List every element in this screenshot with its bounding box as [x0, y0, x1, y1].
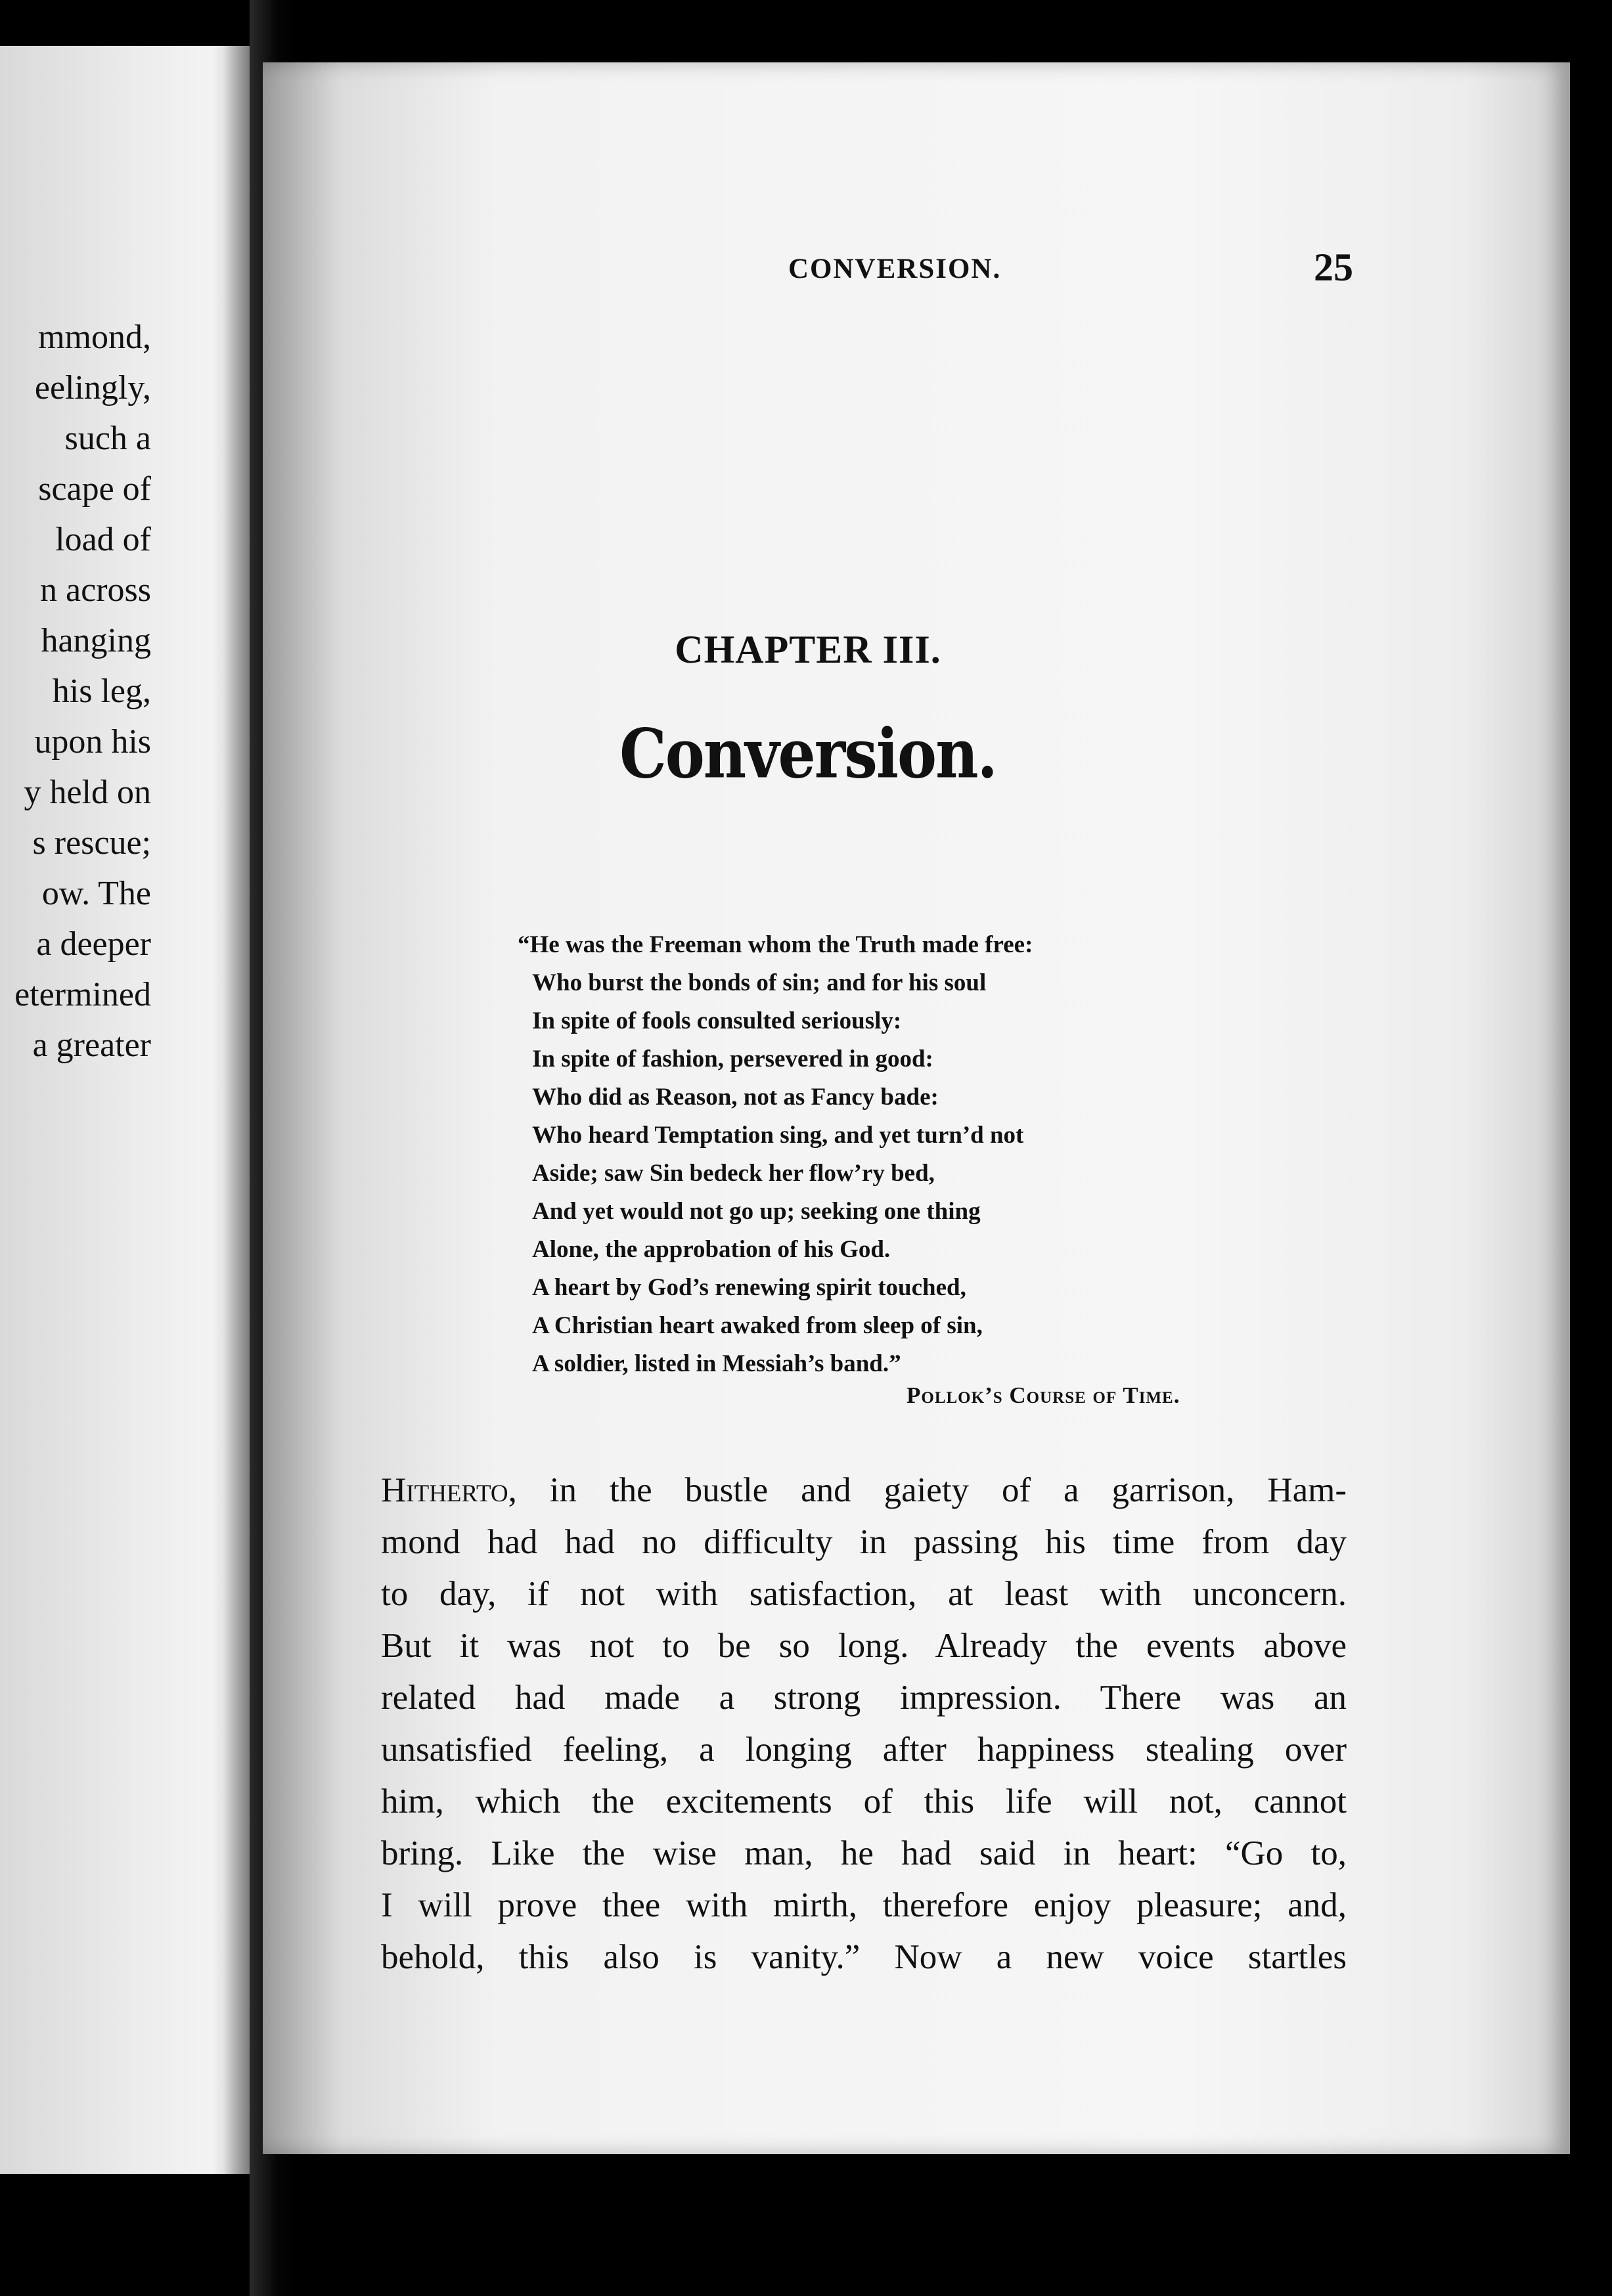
left-line: a greater	[32, 1027, 151, 1064]
left-line: upon his	[34, 723, 151, 761]
body-line: I will prove thee with mirth, therefore enjoy pleasure; and,	[381, 1886, 1347, 1924]
left-line: his leg,	[52, 673, 151, 710]
left-page-text	[0, 312, 151, 1071]
left-line: such a	[64, 420, 151, 457]
left-line: n across	[40, 571, 151, 609]
body-text	[381, 1465, 1347, 1983]
epigraph-line: Aside; saw Sin bedeck her flow’ry bed,	[532, 1160, 935, 1187]
body-line: him, which the excitements of this life will not, cannot	[381, 1782, 1347, 1821]
epigraph-line: “He was the Freeman whom the Truth made free:	[518, 931, 1033, 958]
left-line: scape of	[38, 470, 151, 508]
body-line: behold, this also is vanity.” Now a new voice startles	[381, 1938, 1347, 1976]
left-line: s rescue;	[32, 824, 151, 862]
scan-right-edge	[1570, 0, 1612, 2296]
chapter-number: CHAPTER III.	[675, 628, 941, 671]
left-line: ow. The	[41, 875, 151, 912]
epigraph-line: Alone, the approbation of his God.	[532, 1236, 891, 1263]
epigraph-line: Who heard Temptation sing, and yet turn’d not	[532, 1122, 1024, 1149]
epigraph	[518, 926, 1353, 1383]
body-line: related had made a strong impression. There was an	[381, 1679, 1347, 1717]
epigraph-line: A soldier, listed in Messiah’s band.”	[532, 1350, 901, 1377]
body-line: to day, if not with satisfaction, at least with unconcern.	[381, 1575, 1347, 1613]
left-line: eelingly,	[34, 369, 151, 407]
main-page	[263, 62, 1570, 2154]
running-head: CONVERSION.	[788, 254, 1002, 284]
body-line: bring. Like the wise man, he had said in heart: “Go to,	[381, 1834, 1347, 1872]
body-line: mond had had no difficulty in passing his time from day	[381, 1523, 1347, 1561]
epigraph-line: A heart by God’s renewing spirit touched,	[532, 1274, 966, 1301]
page-number: 25	[1314, 246, 1353, 289]
left-line: etermined	[14, 976, 151, 1013]
left-line: hanging	[41, 622, 151, 659]
epigraph-line: A Christian heart awaked from sleep of sin,	[532, 1312, 983, 1339]
body-line	[381, 1465, 1347, 1516]
chapter-title: Conversion.	[619, 714, 996, 794]
epigraph-line: And yet would not go up; seeking one thing	[532, 1198, 981, 1225]
left-line: load of	[55, 521, 151, 558]
gutter-shadow	[223, 46, 250, 2174]
left-line: mmond,	[38, 319, 151, 356]
body-line: unsatisfied feeling, a longing after happiness stealing over	[381, 1731, 1347, 1769]
left-facing-page	[0, 46, 250, 2174]
body-line-text: in the bustle and gaiety of a garrison, Ham-	[516, 1471, 1347, 1509]
epigraph-line: Who burst the bonds of sin; and for his soul	[532, 969, 987, 996]
left-line: y held on	[24, 774, 151, 811]
opening-word: Hitherto,	[381, 1471, 517, 1509]
epigraph-line: In spite of fools consulted seriously:	[532, 1007, 902, 1034]
body-line: But it was not to be so long. Already the events above	[381, 1627, 1347, 1665]
left-line: a deeper	[36, 925, 151, 963]
epigraph-line: In spite of fashion, persevered in good:	[532, 1046, 933, 1072]
epigraph-line: Who did as Reason, not as Fancy bade:	[532, 1084, 939, 1111]
epigraph-attribution: Pollok’s Course of Time.	[907, 1382, 1180, 1408]
